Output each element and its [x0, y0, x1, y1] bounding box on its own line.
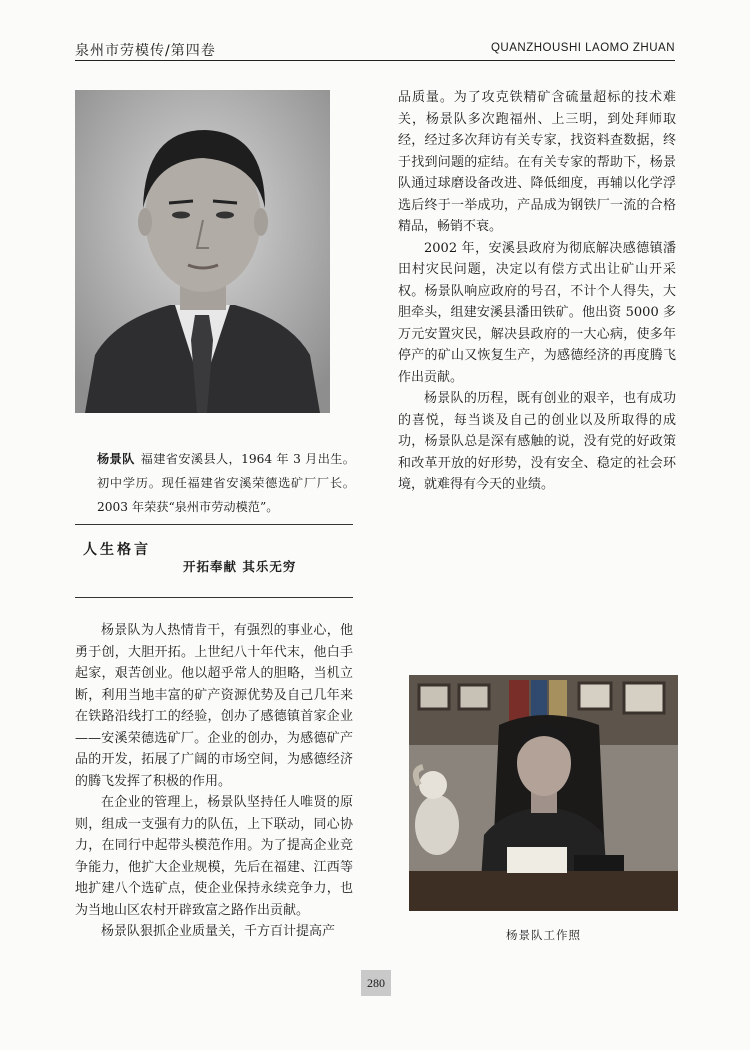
motto-text: 开拓奉献 其乐无穷 — [183, 559, 297, 574]
paragraph: 杨景队狠抓企业质量关，千方百计提高产 — [101, 924, 336, 939]
paragraph: 2002 年，安溪县政府为彻底解决感德镇潘田村灾民问题，决定以有偿方式出让矿山开采权。杨景队响应政府的号召，不计个人得失，大胆牵头，组建安溪县潘田铁矿。他出资 5000 多万元安置灾民，解决县政府的一大心病，使多年停产的矿山又恢复生产，为感德经济的再度腾飞作出贡献。 — [398, 240, 676, 385]
book-title: 泉州市劳模传/第四卷 — [75, 43, 216, 59]
portrait-photo — [75, 90, 330, 413]
work-photo — [409, 675, 678, 911]
paragraph: 杨景队为人热情肯干，有强烈的事业心，他勇于创，大胆开拓。上世纪八十年代末，他白手起家，艰苦创业。他以超乎常人的胆略，当机立断，利用当地丰富的矿产资源优势及自己几年来在铁路沿线打工的经验，创办了感德镇首家企业——安溪荣德选矿厂。企业的创办，为感德矿产品的开发，拓展了广阔的市场空间，为感德经济的腾飞发挥了积极的作用。 — [75, 623, 353, 789]
running-header — [75, 38, 675, 61]
body-left-column — [75, 620, 353, 943]
page-number: 280 — [361, 970, 391, 996]
portrait-image — [75, 90, 330, 413]
bio-text: 福建省安溪县人，1964 年 3 月出生。初中学历。现任福建省安溪荣德选矿厂厂长。2003 年荣获“泉州市劳动模范”。 — [97, 452, 355, 514]
motto-title: 人生格言 — [83, 542, 151, 558]
paragraph: 杨景队的历程，既有创业的艰辛，也有成功的喜悦，每当谈及自己的创业以及所取得的成功，杨景队总是深有感触的说，没有党的好政策和改革开放的好形势，没有安全、稳定的社会环境，就难得有今天的业绩。 — [398, 391, 676, 492]
bio-caption — [97, 447, 355, 519]
paragraph: 在企业的管理上，杨景队坚持任人唯贤的原则，组成一支强有力的队伍，上下联动，同心协力，在同行中起带头模范作用。为了提高企业竞争能力，他扩大企业规模，先后在福建、江西等地扩建八个选矿点，使企业保持永续竞争力，也为当地山区农村开辟致富之路作出贡献。 — [75, 795, 353, 918]
paragraph-continued: 品质量。为了攻克铁精矿含硫量超标的技术难关，杨景队多次跑福州、上三明，到处拜师取经，经过多次拜访有关专家，找资料查数据，终于找到问题的症结。在有关专家的帮助下，杨景队通过球磨设备改进、降低细度，再辅以化学浮选后终于一举成功，产品成为钢铁厂一流的合格精品，畅销不衰。 — [398, 90, 676, 234]
book-title-pinyin: QUANZHOUSHI LAOMO ZHUAN — [490, 42, 675, 54]
work-photo-image — [409, 675, 678, 911]
person-name: 杨景队 — [97, 452, 135, 466]
divider-top — [75, 524, 353, 525]
photo-caption: 杨景队工作照 — [506, 928, 581, 942]
body-right-column — [398, 87, 676, 496]
divider-bottom — [75, 597, 353, 598]
